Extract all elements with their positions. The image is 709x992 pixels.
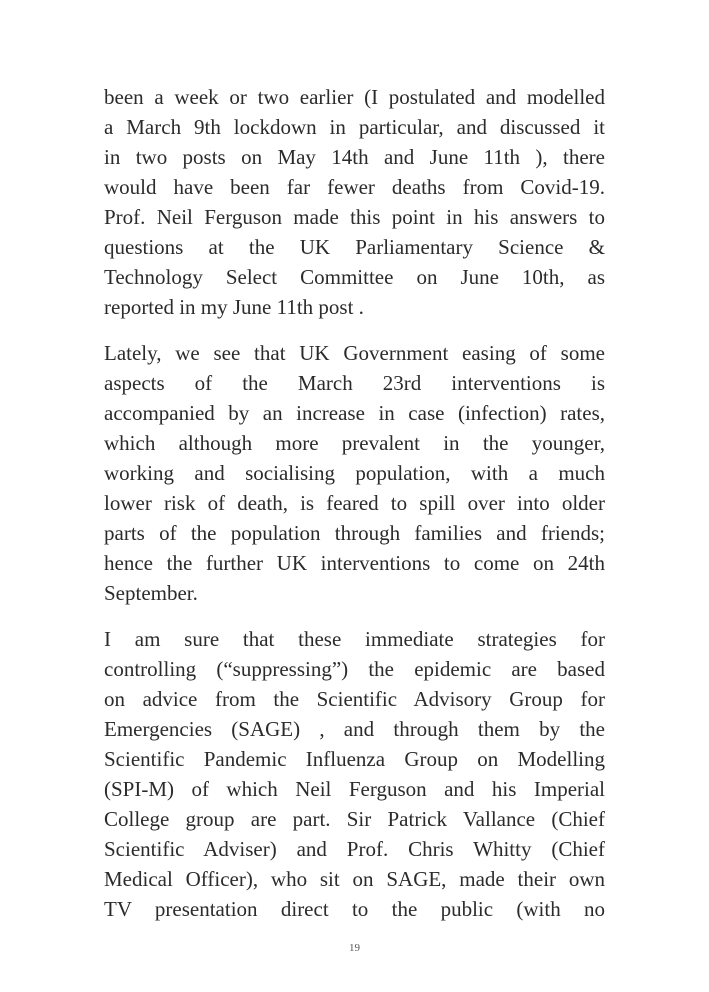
text-line: in two posts on May 14th and June 11th ), there [104, 145, 605, 169]
text-line: questions at the UK Parliamentary Science & [104, 235, 605, 259]
text-line: Scientific Pandemic Influenza Group on Modelling [104, 747, 605, 771]
text-line: reported in my June 11th post . [104, 295, 364, 319]
text-line: Technology Select Committee on June 10th, as [104, 265, 605, 289]
text-line: College group are part. Sir Patrick Vallance (Chief [104, 807, 605, 831]
paragraph [104, 82, 605, 322]
text-line: which although more prevalent in the younger, [104, 431, 605, 455]
page-number: 19 [349, 942, 360, 954]
text-line: Prof. Neil Ferguson made this point in his answers to [104, 205, 605, 229]
text-line: parts of the population through families and friends; [104, 521, 605, 545]
text-line: Lately, we see that UK Government easing of some [104, 341, 605, 365]
text-line: September. [104, 581, 198, 605]
text-line: been a week or two earlier (I postulated and modelled [104, 85, 605, 109]
text-line: I am sure that these immediate strategies for [104, 627, 605, 651]
text-line: Emergencies (SAGE) , and through them by the [104, 717, 605, 741]
text-line: (SPI-M) of which Neil Ferguson and his Imperial [104, 777, 605, 801]
text-line: aspects of the March 23rd interventions is [104, 371, 605, 395]
text-line: accompanied by an increase in case (infection) rates, [104, 401, 605, 425]
paragraph [104, 624, 605, 924]
text-line: TV presentation direct to the public (with no [104, 897, 605, 921]
text-line: on advice from the Scientific Advisory Group for [104, 687, 605, 711]
paragraph [104, 338, 605, 608]
text-line: would have been far fewer deaths from Covid-19. [104, 175, 605, 199]
text-line: working and socialising population, with a much [104, 461, 605, 485]
document-page-body [104, 82, 605, 940]
text-line: hence the further UK interventions to come on 24th [104, 551, 605, 575]
text-line: lower risk of death, is feared to spill over into older [104, 491, 605, 515]
text-line: Scientific Adviser) and Prof. Chris Whitty (Chief [104, 837, 605, 861]
text-line: a March 9th lockdown in particular, and discussed it [104, 115, 605, 139]
text-line: controlling (“suppressing”) the epidemic are based [104, 657, 605, 681]
text-line: Medical Officer), who sit on SAGE, made their own [104, 867, 605, 891]
